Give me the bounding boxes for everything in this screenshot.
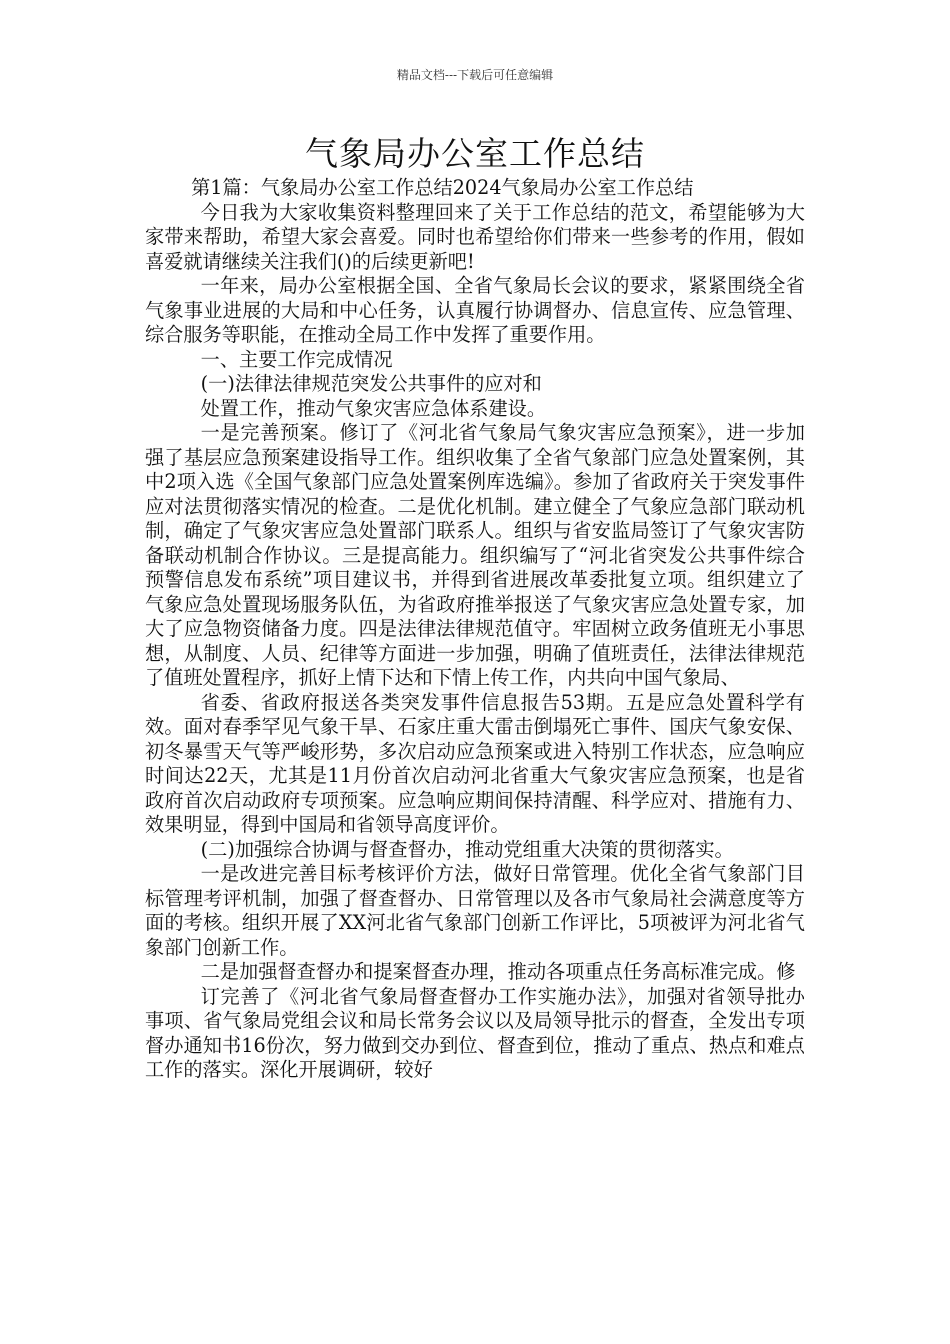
paragraph: 今日我为大家收集资料整理回来了关于工作总结的范文，希望能够为大家带来帮助，希望大家会喜爱。同时也希望给你们带来一些参考的作用，假如喜爱就请继续关注我们()的后续更新吧! <box>145 200 805 273</box>
subsection-heading: (一)法律法律规范突发公共事件的应对和 <box>200 372 542 395</box>
paragraph: 订完善了《河北省气象局督查督办工作实施办法》，加强对省领导批办事项、省气象局党组会议和局长常务会议以及局领导批示的督查，全发出专项督办通知书16份次，努力做到交办到位、督查到位，推动了重点、热点和难点工作的落实。深化开展调研，较好 <box>145 984 805 1081</box>
subsection-heading: (二)加强综合协调与督查督办，推动党组重大决策的贯彻落实。 <box>200 837 734 861</box>
document-title: 气象局办公室工作总结 <box>305 134 645 173</box>
page-header: 精品文档---下载后可任意编辑 <box>396 68 554 82</box>
paragraph: 一是完善预案。修订了《河北省气象局气象灾害应急预案》，进一步加强了基层应急预案建设指导工作。组织收集了全省气象部门应急处置案例，其中2项入选《全国气象部门应急处置案例库选编》。参加了省政府关于突发事件应对法贯彻落实情况的检查。二是优化机制。建立健全了气象应急部门联动机制，确定了气象灾害应急处置部门联系人。组织与省安监局签订了气象灾害防备联动机制合作协议。三是提高能力。组织编写了“河北省突发公共事件综合预警信息发布系统”项目建议书，并得到省进展改革委批复立项。组织建立了气象应急处置现场服务队伍，为省政府推举报送了气象灾害应急处置专家，加大了应急物资储备力度。四是法律法律规范值守。牢固树立政务值班无小事思想，从制度、人员、纪律等方面进一步加强，明确了值班责任，法律法律规范了值班处置程序，抓好上情下达和下情上传工作，内共向中国气象局、 <box>145 421 805 689</box>
paragraph: 一年来，局办公室根据全国、全省气象局长会议的要求，紧紧围绕全省气象事业进展的大局和中心任务，认真履行协调督办、信息宣传、应急管理、综合服务等职能，在推动全局工作中发挥了重要作用。 <box>145 274 805 346</box>
document-body <box>145 176 805 1083</box>
paragraph: 二是加强督查督办和提案督查办理，推动各项重点任务高标准完成。修 <box>200 960 796 983</box>
paragraph: 一是改进完善目标考核评价方法，做好日常管理。优化全省气象部门目标管理考评机制，加强了督查督办、日常管理以及各市气象局社会满意度等方面的考核。组织开展了XX河北省气象部门创新工作评比，5项被评为河北省气象部门创新工作。 <box>145 862 805 959</box>
paragraph: 处置工作，推动气象灾害应急体系建设。 <box>200 396 547 420</box>
paragraph: 省委、省政府报送各类突发事件信息报告53期。五是应急处置科学有效。面对春季罕见气象干旱、石家庄重大雷击倒塌死亡事件、国庆气象安保、初冬暴雪天气等严峻形势，多次启动应急预案或进入特别工作状态，应急响应时间达22天，尤其是11月份首次启动河北省重大气象灾害应急预案，也是省政府首次启动政府专项预案。应急响应期间保持清醒、科学应对、措施有力、效果明显，得到中国局和省领导高度评价。 <box>145 690 805 836</box>
paragraph: 第1篇：气象局办公室工作总结2024气象局办公室工作总结 <box>191 176 694 199</box>
section-heading: 一、主要工作完成情况 <box>200 347 393 371</box>
